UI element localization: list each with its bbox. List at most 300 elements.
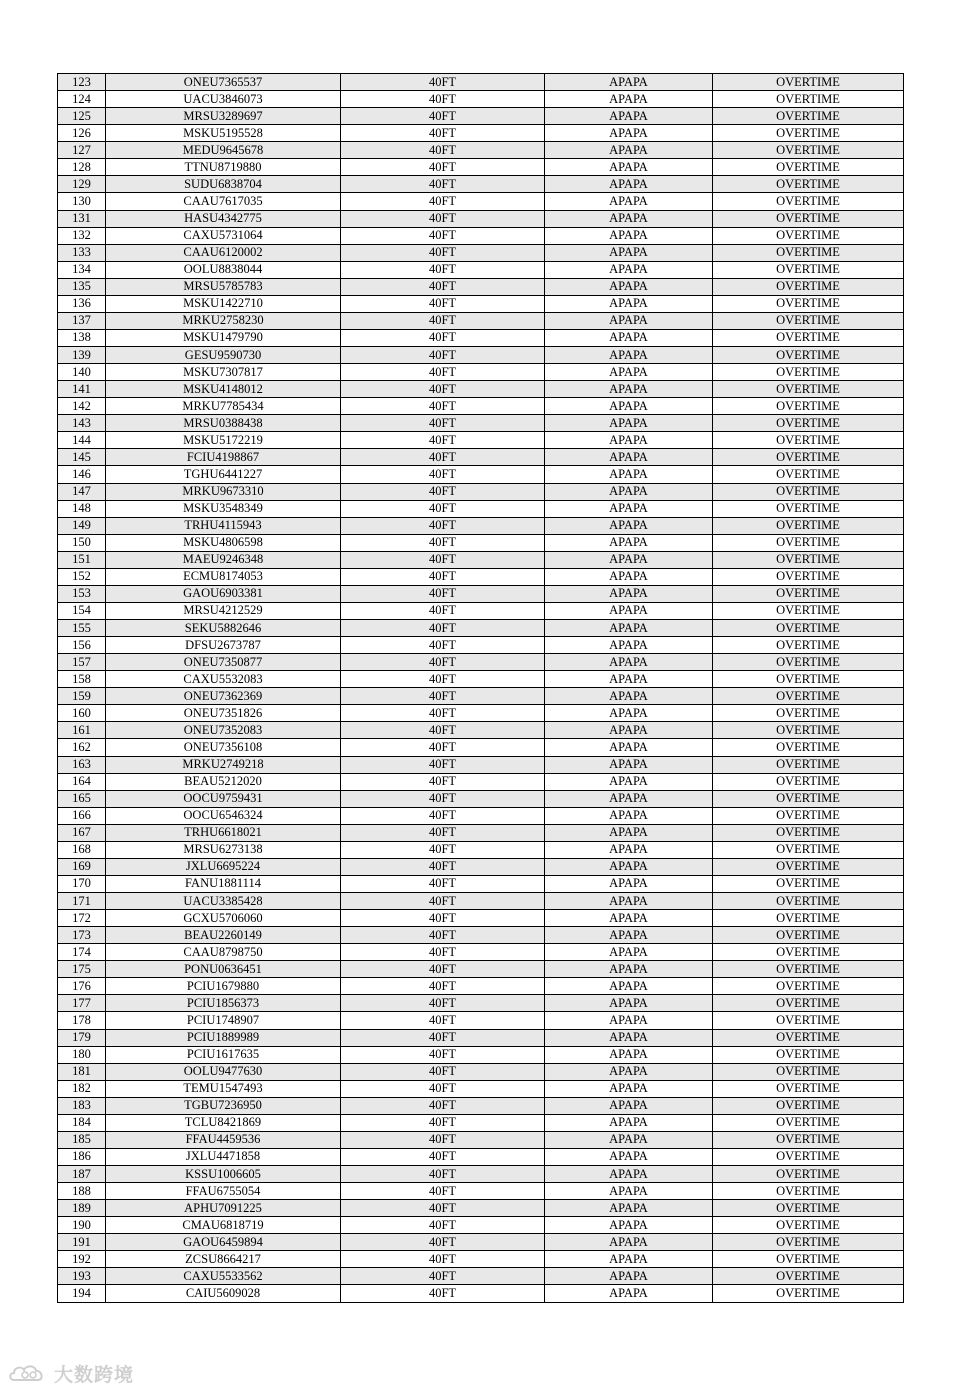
row-number-cell: 182	[58, 1080, 106, 1097]
status-cell: OVERTIME	[713, 807, 904, 824]
table-row	[58, 705, 904, 722]
container-size-cell: 40FT	[341, 602, 545, 619]
row-number-cell: 152	[58, 568, 106, 585]
row-number-cell: 179	[58, 1029, 106, 1046]
table-row	[58, 790, 904, 807]
port-cell: APAPA	[545, 449, 713, 466]
table-row	[58, 602, 904, 619]
status-cell: OVERTIME	[713, 739, 904, 756]
row-number-cell: 137	[58, 312, 106, 329]
container-number-cell: KSSU1006605	[106, 1166, 341, 1183]
container-size-cell: 40FT	[341, 159, 545, 176]
port-cell: APAPA	[545, 500, 713, 517]
table-row	[58, 261, 904, 278]
port-cell: APAPA	[545, 1029, 713, 1046]
table-row	[58, 1268, 904, 1285]
row-number-cell: 124	[58, 91, 106, 108]
container-size-cell: 40FT	[341, 534, 545, 551]
table-row	[58, 927, 904, 944]
container-size-cell: 40FT	[341, 381, 545, 398]
container-number-cell: MRSU6273138	[106, 841, 341, 858]
port-cell: APAPA	[545, 978, 713, 995]
container-size-cell: 40FT	[341, 671, 545, 688]
table-row	[58, 688, 904, 705]
container-number-cell: PCIU1748907	[106, 1012, 341, 1029]
container-size-cell: 40FT	[341, 142, 545, 159]
row-number-cell: 171	[58, 893, 106, 910]
container-size-cell: 40FT	[341, 432, 545, 449]
container-table	[57, 73, 904, 1303]
container-number-cell: BEAU5212020	[106, 773, 341, 790]
port-cell: APAPA	[545, 585, 713, 602]
status-cell: OVERTIME	[713, 364, 904, 381]
status-cell: OVERTIME	[713, 108, 904, 125]
container-number-cell: BEAU2260149	[106, 927, 341, 944]
row-number-cell: 183	[58, 1097, 106, 1114]
port-cell: APAPA	[545, 227, 713, 244]
row-number-cell: 157	[58, 654, 106, 671]
container-size-cell: 40FT	[341, 807, 545, 824]
container-size-cell: 40FT	[341, 739, 545, 756]
table-row	[58, 1148, 904, 1165]
row-number-cell: 190	[58, 1217, 106, 1234]
status-cell: OVERTIME	[713, 261, 904, 278]
container-size-cell: 40FT	[341, 329, 545, 346]
status-cell: OVERTIME	[713, 210, 904, 227]
watermark	[8, 1360, 134, 1386]
container-size-cell: 40FT	[341, 620, 545, 637]
table-row	[58, 244, 904, 261]
row-number-cell: 128	[58, 159, 106, 176]
port-cell: APAPA	[545, 1148, 713, 1165]
status-cell: OVERTIME	[713, 620, 904, 637]
container-number-cell: UACU3385428	[106, 893, 341, 910]
table-row	[58, 466, 904, 483]
table-row	[58, 1080, 904, 1097]
port-cell: APAPA	[545, 841, 713, 858]
container-number-cell: JXLU6695224	[106, 858, 341, 875]
status-cell: OVERTIME	[713, 688, 904, 705]
table-row	[58, 295, 904, 312]
row-number-cell: 145	[58, 449, 106, 466]
container-number-cell: SEKU5882646	[106, 620, 341, 637]
port-cell: APAPA	[545, 295, 713, 312]
container-number-cell: CAAU6120002	[106, 244, 341, 261]
container-size-cell: 40FT	[341, 824, 545, 841]
table-row	[58, 551, 904, 568]
container-size-cell: 40FT	[341, 927, 545, 944]
status-cell: OVERTIME	[713, 790, 904, 807]
status-cell: OVERTIME	[713, 193, 904, 210]
row-number-cell: 133	[58, 244, 106, 261]
port-cell: APAPA	[545, 1012, 713, 1029]
status-cell: OVERTIME	[713, 312, 904, 329]
container-size-cell: 40FT	[341, 1097, 545, 1114]
container-number-cell: GESU9590730	[106, 347, 341, 364]
port-cell: APAPA	[545, 824, 713, 841]
container-size-cell: 40FT	[341, 1063, 545, 1080]
table-row	[58, 1012, 904, 1029]
container-size-cell: 40FT	[341, 312, 545, 329]
container-number-cell: FCIU4198867	[106, 449, 341, 466]
table-row	[58, 142, 904, 159]
table-row	[58, 227, 904, 244]
row-number-cell: 135	[58, 278, 106, 295]
container-size-cell: 40FT	[341, 347, 545, 364]
table-row	[58, 364, 904, 381]
table-row	[58, 534, 904, 551]
row-number-cell: 194	[58, 1285, 106, 1302]
container-size-cell: 40FT	[341, 1029, 545, 1046]
container-size-cell: 40FT	[341, 1234, 545, 1251]
container-size-cell: 40FT	[341, 654, 545, 671]
container-number-cell: TGBU7236950	[106, 1097, 341, 1114]
container-size-cell: 40FT	[341, 1148, 545, 1165]
row-number-cell: 126	[58, 125, 106, 142]
port-cell: APAPA	[545, 961, 713, 978]
status-cell: OVERTIME	[713, 961, 904, 978]
container-number-cell: OOLU9477630	[106, 1063, 341, 1080]
port-cell: APAPA	[545, 244, 713, 261]
table-row	[58, 875, 904, 892]
container-number-cell: ECMU8174053	[106, 568, 341, 585]
status-cell: OVERTIME	[713, 995, 904, 1012]
row-number-cell: 127	[58, 142, 106, 159]
container-size-cell: 40FT	[341, 108, 545, 125]
watermark-text: 大数跨境	[54, 1363, 135, 1386]
container-size-cell: 40FT	[341, 978, 545, 995]
container-size-cell: 40FT	[341, 227, 545, 244]
port-cell: APAPA	[545, 193, 713, 210]
container-number-cell: MSKU1422710	[106, 295, 341, 312]
port-cell: APAPA	[545, 1114, 713, 1131]
row-number-cell: 172	[58, 910, 106, 927]
container-number-cell: MAEU9246348	[106, 551, 341, 568]
row-number-cell: 189	[58, 1200, 106, 1217]
row-number-cell: 174	[58, 944, 106, 961]
port-cell: APAPA	[545, 893, 713, 910]
status-cell: OVERTIME	[713, 500, 904, 517]
row-number-cell: 180	[58, 1046, 106, 1063]
port-cell: APAPA	[545, 1217, 713, 1234]
port-cell: APAPA	[545, 875, 713, 892]
row-number-cell: 151	[58, 551, 106, 568]
row-number-cell: 144	[58, 432, 106, 449]
table-row	[58, 1063, 904, 1080]
table-row	[58, 159, 904, 176]
container-number-cell: MRKU2749218	[106, 756, 341, 773]
port-cell: APAPA	[545, 432, 713, 449]
status-cell: OVERTIME	[713, 1131, 904, 1148]
container-number-cell: OOLU8838044	[106, 261, 341, 278]
row-number-cell: 153	[58, 585, 106, 602]
table-row	[58, 398, 904, 415]
status-cell: OVERTIME	[713, 705, 904, 722]
container-number-cell: TRHU4115943	[106, 517, 341, 534]
row-number-cell: 162	[58, 739, 106, 756]
row-number-cell: 169	[58, 858, 106, 875]
container-size-cell: 40FT	[341, 466, 545, 483]
status-cell: OVERTIME	[713, 398, 904, 415]
status-cell: OVERTIME	[713, 756, 904, 773]
port-cell: APAPA	[545, 705, 713, 722]
row-number-cell: 160	[58, 705, 106, 722]
table-row	[58, 1183, 904, 1200]
status-cell: OVERTIME	[713, 1080, 904, 1097]
status-cell: OVERTIME	[713, 841, 904, 858]
status-cell: OVERTIME	[713, 329, 904, 346]
status-cell: OVERTIME	[713, 1063, 904, 1080]
container-number-cell: FANU1881114	[106, 875, 341, 892]
table-row	[58, 893, 904, 910]
container-number-cell: UACU3846073	[106, 91, 341, 108]
table-row	[58, 278, 904, 295]
port-cell: APAPA	[545, 1268, 713, 1285]
container-number-cell: MSKU4806598	[106, 534, 341, 551]
status-cell: OVERTIME	[713, 278, 904, 295]
row-number-cell: 188	[58, 1183, 106, 1200]
row-number-cell: 139	[58, 347, 106, 364]
row-number-cell: 140	[58, 364, 106, 381]
table-row	[58, 517, 904, 534]
row-number-cell: 187	[58, 1166, 106, 1183]
row-number-cell: 147	[58, 483, 106, 500]
port-cell: APAPA	[545, 534, 713, 551]
port-cell: APAPA	[545, 1234, 713, 1251]
container-number-cell: MRKU2758230	[106, 312, 341, 329]
table-row	[58, 108, 904, 125]
port-cell: APAPA	[545, 483, 713, 500]
table-row	[58, 995, 904, 1012]
container-size-cell: 40FT	[341, 1131, 545, 1148]
row-number-cell: 142	[58, 398, 106, 415]
container-number-cell: ONEU7350877	[106, 654, 341, 671]
row-number-cell: 123	[58, 74, 106, 91]
container-number-cell: FFAU6755054	[106, 1183, 341, 1200]
container-size-cell: 40FT	[341, 483, 545, 500]
row-number-cell: 132	[58, 227, 106, 244]
table-row	[58, 1131, 904, 1148]
port-cell: APAPA	[545, 602, 713, 619]
container-size-cell: 40FT	[341, 244, 545, 261]
status-cell: OVERTIME	[713, 1097, 904, 1114]
status-cell: OVERTIME	[713, 159, 904, 176]
port-cell: APAPA	[545, 142, 713, 159]
status-cell: OVERTIME	[713, 1285, 904, 1302]
status-cell: OVERTIME	[713, 1046, 904, 1063]
table-row	[58, 125, 904, 142]
port-cell: APAPA	[545, 1166, 713, 1183]
container-number-cell: MSKU5195528	[106, 125, 341, 142]
container-size-cell: 40FT	[341, 637, 545, 654]
container-size-cell: 40FT	[341, 176, 545, 193]
container-number-cell: CAAU7617035	[106, 193, 341, 210]
container-number-cell: MSKU5172219	[106, 432, 341, 449]
port-cell: APAPA	[545, 927, 713, 944]
container-number-cell: JXLU4471858	[106, 1148, 341, 1165]
container-size-cell: 40FT	[341, 1268, 545, 1285]
status-cell: OVERTIME	[713, 1183, 904, 1200]
row-number-cell: 138	[58, 329, 106, 346]
row-number-cell: 134	[58, 261, 106, 278]
status-cell: OVERTIME	[713, 534, 904, 551]
container-size-cell: 40FT	[341, 773, 545, 790]
row-number-cell: 166	[58, 807, 106, 824]
port-cell: APAPA	[545, 807, 713, 824]
status-cell: OVERTIME	[713, 74, 904, 91]
container-size-cell: 40FT	[341, 705, 545, 722]
container-number-cell: CAXU5731064	[106, 227, 341, 244]
container-number-cell: PCIU1617635	[106, 1046, 341, 1063]
container-number-cell: ONEU7356108	[106, 739, 341, 756]
container-number-cell: MRKU9673310	[106, 483, 341, 500]
container-number-cell: MRSU5785783	[106, 278, 341, 295]
container-number-cell: ZCSU8664217	[106, 1251, 341, 1268]
port-cell: APAPA	[545, 756, 713, 773]
container-size-cell: 40FT	[341, 261, 545, 278]
container-size-cell: 40FT	[341, 688, 545, 705]
container-size-cell: 40FT	[341, 295, 545, 312]
table-row	[58, 432, 904, 449]
table-row	[58, 1097, 904, 1114]
container-number-cell: CMAU6818719	[106, 1217, 341, 1234]
table-row	[58, 807, 904, 824]
container-size-cell: 40FT	[341, 722, 545, 739]
row-number-cell: 143	[58, 415, 106, 432]
port-cell: APAPA	[545, 108, 713, 125]
row-number-cell: 129	[58, 176, 106, 193]
status-cell: OVERTIME	[713, 466, 904, 483]
container-number-cell: OOCU6546324	[106, 807, 341, 824]
port-cell: APAPA	[545, 1251, 713, 1268]
table-row	[58, 483, 904, 500]
row-number-cell: 149	[58, 517, 106, 534]
container-size-cell: 40FT	[341, 125, 545, 142]
container-number-cell: CAIU5609028	[106, 1285, 341, 1302]
table-row	[58, 1285, 904, 1302]
table-row	[58, 944, 904, 961]
row-number-cell: 193	[58, 1268, 106, 1285]
table-row	[58, 568, 904, 585]
table-row	[58, 312, 904, 329]
status-cell: OVERTIME	[713, 858, 904, 875]
container-number-cell: MSKU1479790	[106, 329, 341, 346]
table-row	[58, 193, 904, 210]
container-size-cell: 40FT	[341, 415, 545, 432]
status-cell: OVERTIME	[713, 1114, 904, 1131]
row-number-cell: 125	[58, 108, 106, 125]
container-size-cell: 40FT	[341, 756, 545, 773]
row-number-cell: 154	[58, 602, 106, 619]
table-row	[58, 654, 904, 671]
row-number-cell: 148	[58, 500, 106, 517]
status-cell: OVERTIME	[713, 295, 904, 312]
container-number-cell: PCIU1856373	[106, 995, 341, 1012]
port-cell: APAPA	[545, 739, 713, 756]
port-cell: APAPA	[545, 312, 713, 329]
table-row	[58, 347, 904, 364]
table-row	[58, 449, 904, 466]
container-number-cell: ONEU7351826	[106, 705, 341, 722]
table-row	[58, 329, 904, 346]
container-number-cell: MSKU7307817	[106, 364, 341, 381]
container-size-cell: 40FT	[341, 449, 545, 466]
status-cell: OVERTIME	[713, 585, 904, 602]
container-number-cell: PONU0636451	[106, 961, 341, 978]
cloud-logo-icon	[8, 1362, 48, 1384]
port-cell: APAPA	[545, 620, 713, 637]
status-cell: OVERTIME	[713, 824, 904, 841]
row-number-cell: 186	[58, 1148, 106, 1165]
row-number-cell: 177	[58, 995, 106, 1012]
status-cell: OVERTIME	[713, 637, 904, 654]
container-size-cell: 40FT	[341, 910, 545, 927]
container-size-cell: 40FT	[341, 278, 545, 295]
container-size-cell: 40FT	[341, 398, 545, 415]
container-size-cell: 40FT	[341, 1046, 545, 1063]
status-cell: OVERTIME	[713, 449, 904, 466]
port-cell: APAPA	[545, 1131, 713, 1148]
status-cell: OVERTIME	[713, 415, 904, 432]
status-cell: OVERTIME	[713, 91, 904, 108]
table-row	[58, 381, 904, 398]
container-size-cell: 40FT	[341, 74, 545, 91]
container-size-cell: 40FT	[341, 961, 545, 978]
table-row	[58, 620, 904, 637]
port-cell: APAPA	[545, 551, 713, 568]
status-cell: OVERTIME	[713, 483, 904, 500]
row-number-cell: 181	[58, 1063, 106, 1080]
table-row	[58, 1046, 904, 1063]
status-cell: OVERTIME	[713, 551, 904, 568]
table-row	[58, 1217, 904, 1234]
port-cell: APAPA	[545, 995, 713, 1012]
table-row	[58, 637, 904, 654]
row-number-cell: 178	[58, 1012, 106, 1029]
port-cell: APAPA	[545, 364, 713, 381]
status-cell: OVERTIME	[713, 654, 904, 671]
status-cell: OVERTIME	[713, 432, 904, 449]
table-row	[58, 1200, 904, 1217]
port-cell: APAPA	[545, 910, 713, 927]
row-number-cell: 185	[58, 1131, 106, 1148]
table-row	[58, 500, 904, 517]
row-number-cell: 136	[58, 295, 106, 312]
container-number-cell: TCLU8421869	[106, 1114, 341, 1131]
table-row	[58, 415, 904, 432]
container-size-cell: 40FT	[341, 944, 545, 961]
container-number-cell: DFSU2673787	[106, 637, 341, 654]
container-number-cell: ONEU7352083	[106, 722, 341, 739]
status-cell: OVERTIME	[713, 910, 904, 927]
status-cell: OVERTIME	[713, 1234, 904, 1251]
container-size-cell: 40FT	[341, 790, 545, 807]
row-number-cell: 141	[58, 381, 106, 398]
row-number-cell: 146	[58, 466, 106, 483]
port-cell: APAPA	[545, 159, 713, 176]
container-size-cell: 40FT	[341, 364, 545, 381]
table-row	[58, 910, 904, 927]
status-cell: OVERTIME	[713, 1166, 904, 1183]
port-cell: APAPA	[545, 74, 713, 91]
port-cell: APAPA	[545, 517, 713, 534]
container-size-cell: 40FT	[341, 1114, 545, 1131]
status-cell: OVERTIME	[713, 1012, 904, 1029]
port-cell: APAPA	[545, 210, 713, 227]
container-number-cell: FFAU4459536	[106, 1131, 341, 1148]
container-size-cell: 40FT	[341, 210, 545, 227]
table-row	[58, 91, 904, 108]
